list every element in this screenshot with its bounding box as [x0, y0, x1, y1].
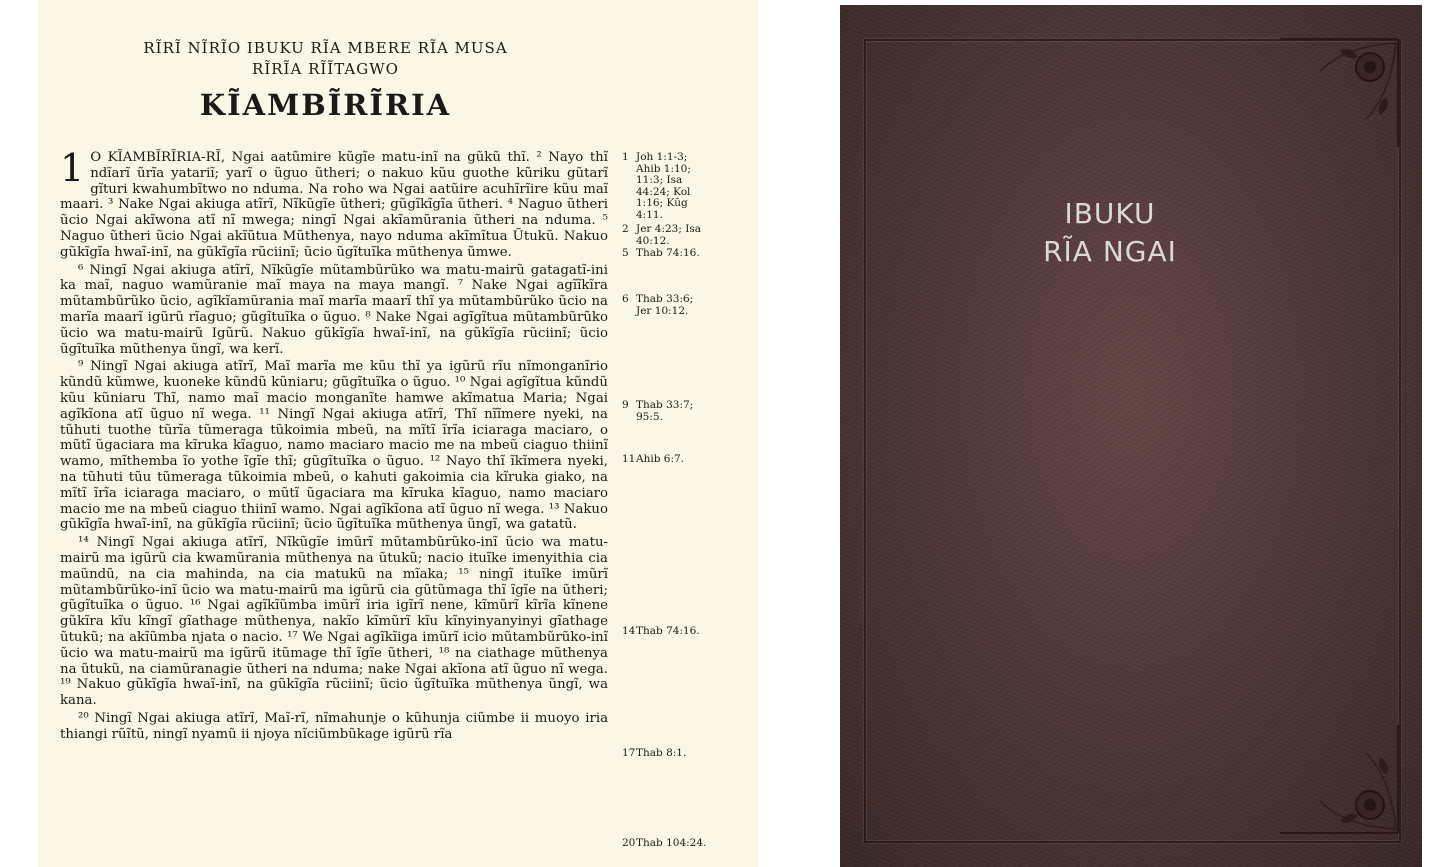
bible-page	[38, 0, 758, 867]
book-cover	[840, 5, 1422, 867]
cover-title	[990, 195, 1230, 271]
paragraph-1-text: O KĨAMBĨRĨRIA-RĨ, Ngai aatũmire kũgĩe matu-inĩ na gũkũ thĩ. ² Nayo thĩ ndĩarĩ ũrĩa yatariĩ; yarĩ o ũguo ũtheri; o nakuo kũu guothe kũriku gũtarĩ gĩturi kwahumbĩtwo no nduma. Na roho wa Ngai aatũire acuhĩrĩire kũu maĩ maari. ³ Nake Ngai akiuga atĩrĩ, Nĩkũgĩe ũtheri; gũgĩkĩgĩa ũtheri. ⁴ Naguo ũtheri ũcio Ngai akĩwona atĩ nĩ mwega; ningĩ Ngai akĩamũrania ũtheri na nduma. ⁵ Naguo ũtheri ũcio Ngai akĩũtua Mũthenya, nayo nduma akĩmĩtua Ũtukũ. Nakuo gũkĩgĩa hwaĩ-inĩ, na gũkĩgĩa rũciinĩ; ũcio ũgĩtuĩka mũthenya ũmwe.	[60, 150, 608, 260]
paragraph-1	[60, 146, 608, 261]
paragraph-3: ⁹ Ningĩ Ngai akiuga atĩrĩ, Maĩ marĩa me kũu thĩ ya igũrũ rĩu nĩmonganĩrio kũndũ kũmwe, kuoneke kũndũ kũniaru; gũgĩtuĩka o ũguo. ¹⁰ Ngai agĩgĩtua kũndũ kũu kũniaru Thĩ, namo maĩ macio monganĩte hamwe akĩmatua Maria; Ngai agĩkĩona atĩ ũguo nĩ wega. ¹¹ Ningĩ Ngai akiuga atĩrĩ, Thĩ nĩĩmere nyeki, na tũhuti tuothe tũrĩa tũmeraga tũkoimia mbeũ, na mĩtĩ ĩrĩa iciaraga maciaro, o mũtĩ ũgaciara ma kĩruka kĩaguo, namo maciaro macio me na mbeũ ciaguo thiinĩ wamo, mĩthemba ĩo yothe ĩgĩe thĩ; gũgĩtuĩka o ũguo. ¹² Nayo thĩ ĩkĩmera nyeki, na tũhuti tũu tũmeraga tũkoimia mbeũ, o kahuti gakoimia cia kĩruka giako, na mĩtĩ ĩrĩa iciaraga maciaro, o mũtĩ ũgaciara ma kĩruka kĩaguo, namo maciaro macio me na mbeũ ciaguo thiinĩ wamo. Ngai agĩkĩona atĩ ũguo nĩ wega. ¹³ Nakuo gũkĩgĩa hwaĩ-inĩ, na gũkĩgĩa rũciinĩ; ũcio ũgĩtuĩka mũthenya ũngĩ, wa gatatũ.	[60, 359, 608, 533]
book-header	[38, 38, 613, 122]
reference-item: 17Thab 8:1.	[622, 747, 687, 759]
reference-item: 5 Thab 74:16.	[622, 247, 700, 259]
reference-item: 6 Thab 33:6; Jer 10:12.	[622, 293, 694, 317]
reference-item: 2 Jer 4:23; Isa 40:12.	[622, 223, 702, 247]
cover-title-line-2: RĨA NGAI	[1043, 235, 1177, 268]
corner-ornament-bottom-right-icon	[1240, 675, 1400, 835]
chapter-number: 1	[60, 146, 85, 190]
cover-title-line-1: IBUKU	[1064, 197, 1156, 230]
book-title: KĨAMBĨRĨRIA	[199, 88, 452, 122]
header-line-1: RĨRĨ NĨRĨO IBUKU RĨA MBERE RĨA MUSA	[143, 39, 508, 57]
reference-item: 11Ahib 6:7.	[622, 453, 684, 465]
reference-item: 1 Joh 1:1-3; Ahib 1:10; 11:3; Isa 44:24; Kol 1:16; Kũg 4:11.	[622, 151, 691, 221]
reference-item: 20Thab 104:24.	[622, 837, 707, 849]
paragraph-5: ²⁰ Ningĩ Ngai akiuga atĩrĩ, Maĩ-rĩ, nĩmahunje o kũhunja ciũmbe ii muoyo iria thiangi rũĩtũ, ningĩ nyamũ ii njoya nĩciũmbũkage igũrũ rĩa	[60, 710, 608, 742]
reference-item: 14Thab 74:16.	[622, 625, 700, 637]
header-line-2: RĨRĨA RĨĨTAGWO	[252, 60, 399, 78]
paragraph-2: ⁶ Ningĩ Ngai akiuga atĩrĩ, Nĩkũgĩe mũtambũrũko wa matu-mairũ gatagatĩ-ini ka maĩ, naguo wamũranie maĩ maya na maya mangĩ. ⁷ Nake Ngai agĩĩkĩra mũtambũrũko ũcio, agĩkĩamũrania maĩ marĩa maarĩ thĩ ya mũtambũrũko ũcio na marĩa maarĩ igũrũ rĩaguo; gũgĩtuĩka o ũguo. ⁸ Nake Ngai agĩgĩtua mũtambũrũko ũcio wa matu-mairũ Igũrũ. Nakuo gũkĩgĩa hwaĩ-inĩ, na gũkĩgĩa rũciinĩ; ũcio ũgĩtuĩka mũthenya ũngĩ, wa kerĩ.	[60, 262, 608, 357]
text-column	[60, 146, 608, 744]
paragraph-4: ¹⁴ Ningĩ Ngai akiuga atĩrĩ, Nĩkũgĩe imũrĩ mũtambũrũko-inĩ ũcio wa matu-mairũ ma igũrũ cia kwamũrania mũthenya na ũtukũ; nacio ituĩke imenyithia cia maũndũ, na cia mahinda, na cia matukũ na mĩaka; ¹⁵ ningĩ ituĩke imũrĩ mũtambũrũko-inĩ ũcio wa matu-mairũ ma igũrũ cia gũtũmaga thĩ ĩgĩe na ũtheri; gũgĩtuĩka o ũguo. ¹⁶ Ngai agĩkĩũmba imũrĩ iria igĩrĩ nene, kĩmũrĩ kĩrĩa kĩnene gũkĩra kĩu kĩngĩ gĩathage mũthenya, nakĩo kĩmũrĩ kĩu kĩnyinyanyinyi gĩathage ũtukũ; na akĩũmba njata o nacio. ¹⁷ We Ngai agĩkĩiga imũrĩ icio mũtambũrũko-inĩ ũcio wa matu-mairũ ma igũrũ itũmage thĩ ĩgĩe ũtheri, ¹⁸ na ciathage mũthenya na ũtukũ, na ciamũranagie ũtheri na nduma; nake Ngai akĩona atĩ ũguo nĩ wega. ¹⁹ Nakuo gũkĩgĩa hwaĩ-inĩ, na gũkĩgĩa rũciinĩ; ũcio ũgĩtuĩka mũthenya ũngĩ, wa kana.	[60, 535, 608, 709]
reference-item: 9 Thab 33:7; 95:5.	[622, 399, 694, 423]
corner-ornament-top-right-icon	[1240, 37, 1400, 197]
